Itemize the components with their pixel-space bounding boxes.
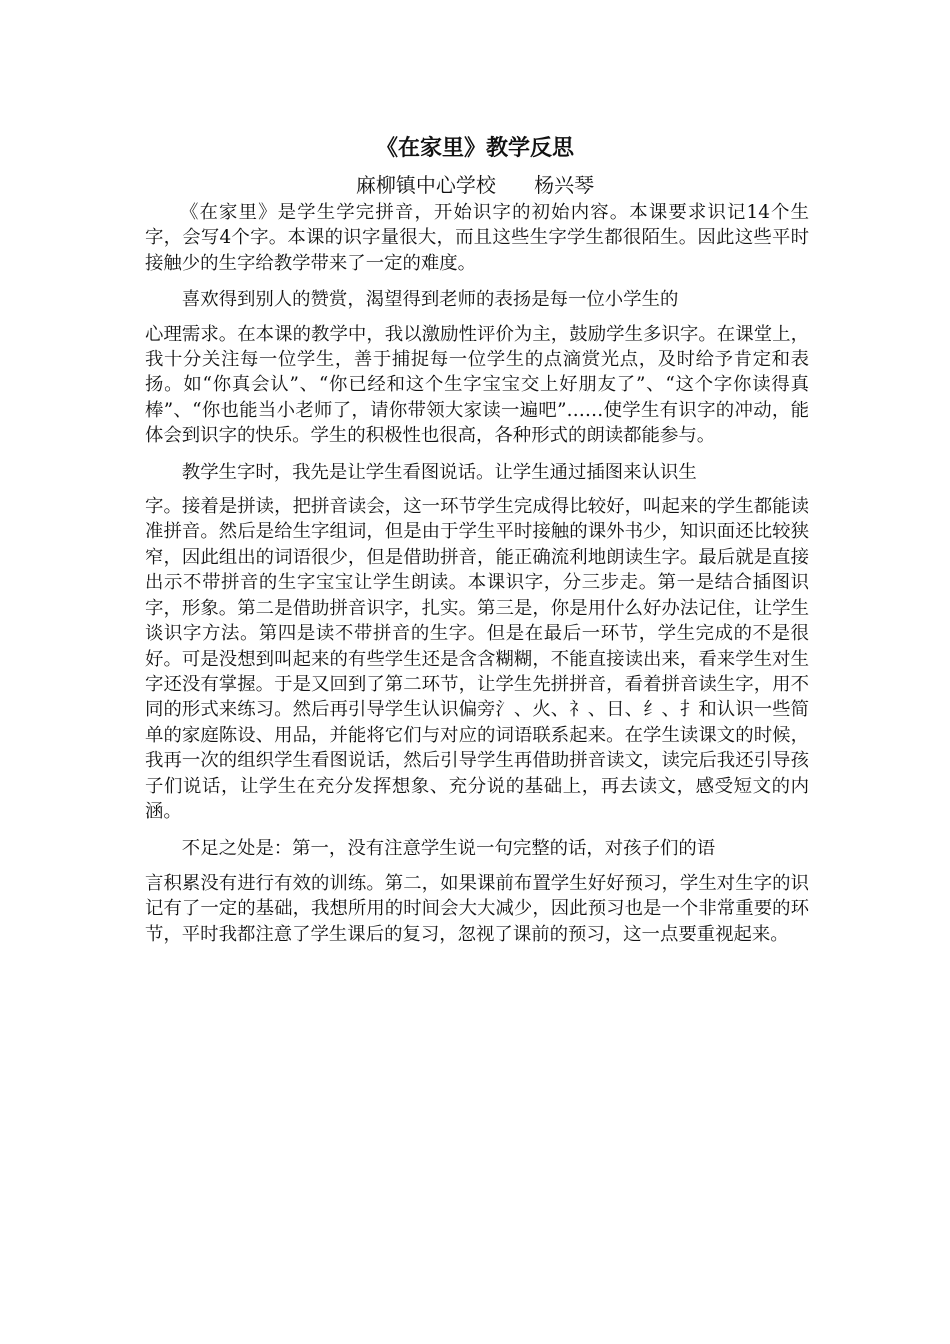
paragraph-praise-text: 心理需求。在本课的教学中，我以激励性评价为主，鼓励学生多识字。在课堂上，我十分关注每一位学生，善于捕捉每一位学生的点滴赏光点，及时给予肯定和表扬。如“你真会认”、“你已经和这个生字宝宝交上好朋友了”、“这个字你读得真棒”、“你也能当小老师了，请你带领大家读一遍吧”……使学生有识字的冲动，能体会到识字的快乐。学生的积极性也很高，各种形式的朗读都能参与。 <box>145 323 809 447</box>
paragraph-intro <box>145 200 809 276</box>
paragraph-teaching-text: 字。接着是拼读，把拼音读会，这一环节学生完成得比较好，叫起来的学生都能读准拼音。然后是给生字组词，但是由于学生平时接触的课外书少，知识面还比较狭窄，因此组出的词语很少，但是借助拼音，能正确流利地朗读生字。最后就是直接出示不带拼音的生字宝宝让学生朗读。本课识字，分三步走。第一是结合插图识字，形象。第二是借助拼音识字，扎实。第三是，你是用什么好办法记住，让学生谈识字方法。第四是读不带拼音的生字。但是在最后一环节，学生完成的不是很好。可是没想到叫起来的有些学生还是含含糊糊，不能直接读出来，看来学生对生字还没有掌握。于是又回到了第二环节，让学生先拼拼音，看着拼音读生字，用不同的形式来练习。然后再引导学生认识偏旁氵、火、礻、日、纟、扌和认识一些简单的家庭陈设、用品，并能将它们与对应的词语联系起来。在学生读课文的时候，我再一次的组织学生看图说话，然后引导学生再借助拼音读文，读完后我还引导孩子们说话，让学生在充分发挥想象、充分说的基础上，再去读文，感受短文的内涵。 <box>145 496 809 822</box>
paragraph-shortcomings-text: 言积累没有进行有效的训练。第二，如果课前布置学生好好预习，学生对生字的识记有了一定的基础，我想所用的时间会大大减少，因此预习也是一个非常重要的环节，平时我都注意了学生课后的复习，忽视了课前的预习，这一点要重视起来。 <box>145 872 809 945</box>
paragraph-teaching <box>145 460 809 825</box>
paragraph-shortcomings <box>145 836 809 947</box>
document-title: 《在家里》教学反思 <box>375 135 574 161</box>
paragraph-shortcomings-lead: 不足之处是：第一，没有注意学生说一句完整的话，对孩子们的语 <box>181 838 716 860</box>
paragraph-praise <box>145 287 809 448</box>
paragraph-teaching-lead: 教学生字时，我先是让学生看图说话。让学生通过插图来认识生 <box>181 461 697 483</box>
document-body <box>145 200 809 947</box>
document-author-line: 麻柳镇中心学校 杨兴琴 <box>355 173 595 197</box>
paragraph-intro-text: 《在家里》是学生学完拼音，开始识字的初始内容。本课要求识记14个生字，会写4个字。本课的识字量很大，而且这些生字学生都很陌生。因此这些平时接触少的生字给教学带来了一定的难度。 <box>145 202 809 274</box>
paragraph-praise-lead: 喜欢得到别人的赞赏，渴望得到老师的表扬是每一位小学生的 <box>181 289 679 311</box>
